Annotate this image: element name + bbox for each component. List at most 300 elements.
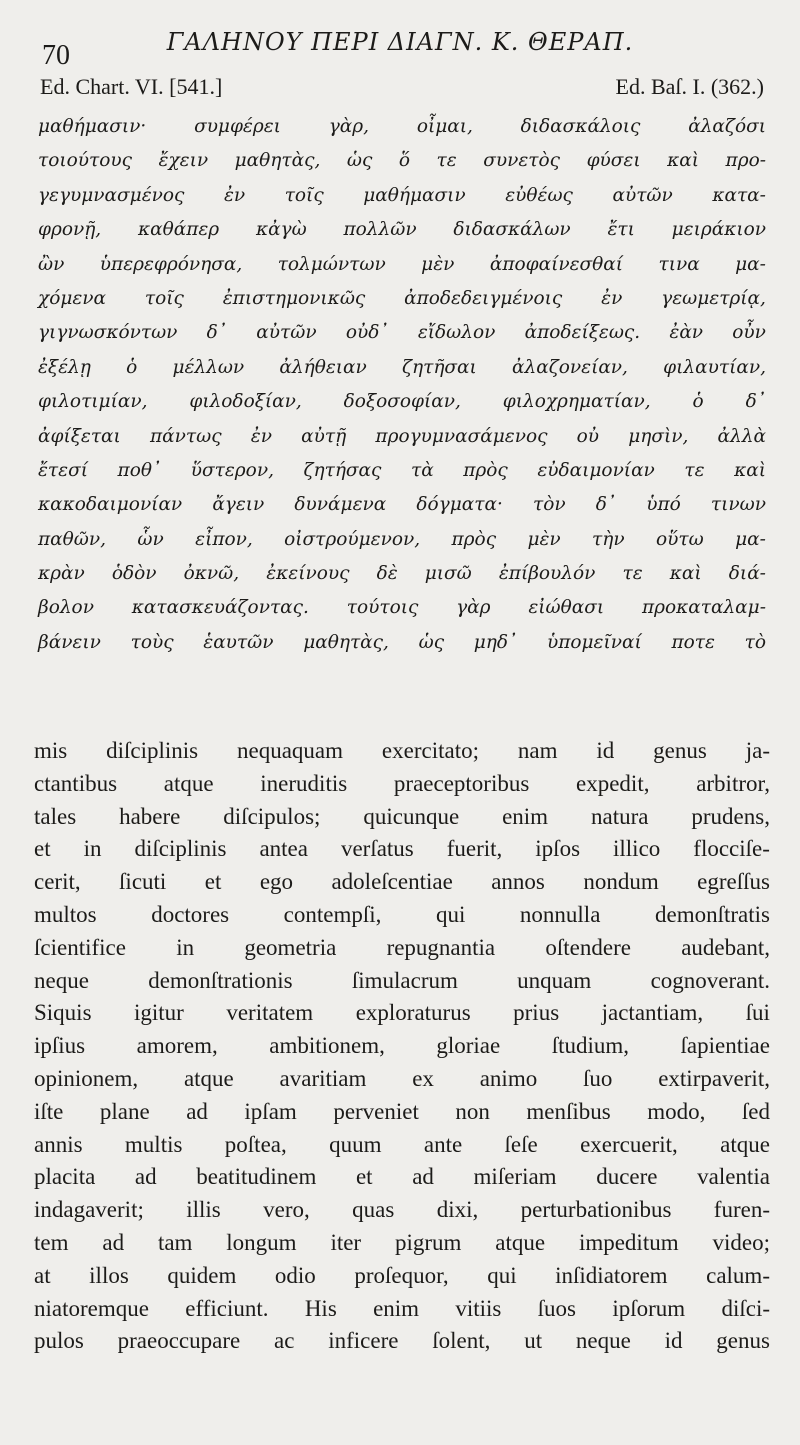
word: extirpaverit, [658,1065,770,1091]
word: μα- [735,253,766,275]
latin-text-line [34,735,770,768]
word: ὧν [137,528,164,550]
greek-text-line [38,488,766,522]
word: atque [495,1229,546,1255]
word: διδασκάλοις [520,116,641,137]
word: ad [186,1098,208,1124]
word: φύσει [586,150,641,172]
word: adoleſcentiae [331,869,453,895]
word: exploraturus [355,1000,471,1026]
word: τε [436,150,457,172]
word: ἀποδείξεως. [524,322,641,344]
word: εὐθέως [505,184,573,206]
word: placita [34,1164,96,1190]
word: εὐδαιμονίαν [537,459,655,481]
word: ipſam [244,1098,297,1124]
word: φιλαυτίαν, [663,356,766,378]
word: vero, [263,1197,310,1223]
word: οὐ [576,425,600,447]
word: diſci- [721,1295,770,1321]
word: ὑπομεῖναί [546,631,642,653]
word: ſui [745,1000,770,1026]
word: natura [591,803,649,829]
word: animo [479,1065,538,1091]
word: furen- [713,1197,770,1223]
word: φιλοδοξίαν, [189,391,302,413]
word: longum [226,1229,297,1255]
word: βάνειν [38,631,101,653]
word: ἔτι [607,219,635,241]
word: αὐτῇ [301,425,347,447]
word: ζητήσας [303,459,382,481]
word: praeoccupare [117,1328,241,1354]
word: δοξοσοφίαν, [343,391,461,413]
word: demonſtratis [654,901,770,927]
word: multos [34,901,97,927]
word: qui [435,901,466,927]
word: enim [373,1295,420,1321]
word: quidem [167,1262,237,1288]
word: ſcientifice [34,934,126,960]
word: ſicuti [119,869,167,895]
word: τοῖς [284,184,324,206]
word: igitur [134,1000,184,1026]
word: genus [653,738,707,763]
word: συμφέρει [194,116,281,137]
word: ſed [741,1098,770,1124]
word: ἐὰν [669,322,704,344]
word: ad [412,1164,434,1190]
word: nequaquam [237,738,344,763]
word: τινων [710,494,766,516]
word: ὅ [398,150,411,172]
word: egreſſus [697,869,770,895]
word: beatitudinem [196,1164,317,1190]
latin-text-line [34,768,770,801]
word: ἀλλὰ [717,425,766,447]
latin-text-line [34,1030,770,1063]
word: ut [524,1328,543,1354]
greek-text-line [38,213,766,247]
word: ipſius [34,1033,86,1059]
word: ἀλαζονείαν, [512,356,628,378]
word: nam [517,738,558,763]
word: ἐπιστημονικῶς [222,287,366,309]
word: δὲ [376,563,398,585]
word: dixi, [436,1197,479,1223]
latin-text-line [34,833,770,866]
word: nondum [583,869,659,895]
word: δ᾿ [745,391,766,413]
greek-text-line [38,179,766,213]
word: habere [119,803,181,829]
word: multis [124,1131,183,1157]
word: pulos [34,1328,84,1354]
word: tales [34,803,77,829]
word: παθῶν, [38,528,107,550]
latin-text-line [34,1293,770,1326]
word: δόγματα· [416,494,503,516]
word: ἐν [250,425,272,447]
word: ἀποδεδειγμένοις [404,287,563,309]
word: iſte [34,1098,64,1124]
word: ja- [745,738,770,763]
word: ἐκείνους [266,563,350,585]
word: in [83,836,102,862]
latin-text-line [34,932,770,965]
word: τοὺς [130,631,174,653]
word: cerit, [34,869,81,895]
word: at [34,1262,51,1288]
word: illis [186,1197,221,1223]
word: et [355,1164,373,1190]
word: tam [157,1229,193,1255]
latin-text-line [34,1096,770,1129]
word: contempſi, [283,901,382,927]
word: quas [352,1197,395,1223]
word: ἔτεσί [38,459,88,481]
word: μηδ᾿ [473,631,518,653]
greek-text-block [38,110,766,660]
word: atque [183,1065,234,1091]
word: καὶ [734,459,766,481]
word: gloriae [436,1033,501,1059]
word: diſcipulos; [223,803,321,829]
word: unquam [517,967,592,993]
word: neque [575,1328,631,1354]
word: calum- [706,1262,770,1288]
word: πρὸς [463,459,508,481]
latin-text-line [34,801,770,834]
word: τὰ [410,459,434,481]
word: ἀλήθειαν [279,356,367,378]
word: id [664,1328,683,1354]
word: μὲν [421,253,455,275]
word: opinionem, [34,1065,139,1091]
word: amorem, [136,1033,218,1059]
greek-text-line [38,420,766,454]
greek-text-line [38,351,766,385]
word: ego [259,869,294,895]
word: ſeſe [504,1131,538,1157]
word: inſidiatorem [555,1262,668,1288]
word: ποτε [671,631,715,653]
word: enim [502,803,549,829]
word: πολλῶν [343,219,417,241]
word: quum [329,1131,382,1157]
word: expedit, [576,770,650,796]
word: demonſtrationis [148,967,293,993]
word: ineruditis [260,770,348,796]
word: διά- [728,563,766,585]
greek-text-line [38,454,766,488]
word: μισῶ [424,563,472,585]
word: valentia [697,1164,770,1190]
word: modo, [647,1098,706,1124]
latin-text-line [34,866,770,899]
word: ὕστερον, [190,459,274,481]
word: pigrum [394,1229,462,1255]
word: ſuo [583,1065,613,1091]
word: oſtendere [545,934,631,960]
word: εἴδωλον [417,322,496,344]
word: μὲν [527,528,561,550]
word: μαθήμασιν· [38,116,147,137]
word: flocciſe- [693,836,770,862]
word: doctores [151,901,230,927]
page-number: 70 [42,40,70,71]
word: ἀποφαίνεσθαί [489,253,624,275]
word: efficiunt. [185,1295,269,1321]
word: audebant, [681,934,770,960]
word: ἔχειν [158,150,209,172]
word: τε [622,563,643,585]
word: prius [513,1000,560,1026]
word: ad [102,1229,125,1255]
word: εἰώθασι [528,597,605,619]
word: προκαταλαμ- [641,597,766,619]
word: φρονῇ, [38,219,102,241]
word: menſibus [526,1098,611,1124]
word: τοῖς [144,287,184,309]
word: diſciplinis [134,836,227,862]
word: geometria [244,934,337,960]
greek-text-line [38,557,766,591]
latin-text-line [34,997,770,1030]
word: ὑπό [646,494,681,516]
greek-text-line [38,282,766,316]
greek-text-line [38,626,766,660]
word: τινα [658,253,700,275]
word: οὐδ᾿ [345,322,389,344]
word: καὶ [669,563,702,585]
word: diſciplinis [106,738,199,763]
word: μέλλων [172,356,245,378]
word: φιλοχρηματίαν, [502,391,651,413]
word: Siquis [34,1000,92,1026]
word: plane [99,1098,150,1124]
word: καὶ [667,150,700,172]
word: μαθητὰς, [303,631,389,653]
word: atque [163,770,214,796]
latin-text-line [34,1063,770,1096]
word: ὀκνῶ, [183,563,240,585]
word: ὁδὸν [111,563,157,585]
word: αὐτῶν [256,322,317,344]
word: τολμώντων [277,253,386,275]
word: ſapientiae [680,1033,770,1059]
word: ſolent, [432,1328,491,1354]
word: ἐν [223,184,246,206]
word: ποθ᾿ [117,459,162,481]
word: οὖν [732,322,766,344]
latin-text-line [34,899,770,932]
word: ante [423,1131,463,1157]
word: illico [613,836,661,862]
latin-text-line [34,1194,770,1227]
word: ſimulacrum [351,967,458,993]
word: ζητῆσαι [401,356,477,378]
word: πρὸς [451,528,497,550]
word: ὡς [346,150,373,172]
latin-text-line [34,1129,770,1162]
word: ὑπερεφρόνησα, [99,253,243,275]
word: ὡς [418,631,445,653]
word: μαθητὰς, [234,150,321,172]
word: perveniet [333,1098,419,1124]
word: προ- [725,150,766,172]
word: inficere [328,1328,399,1354]
word: κακοδαιμονίαν [38,494,183,516]
word: proſequor, [354,1262,449,1288]
word: impeditum [578,1229,679,1255]
greek-text-line [38,110,766,144]
word: illos [89,1262,129,1288]
word: τὸ [744,631,766,653]
word: ſuos [537,1295,577,1321]
word: τοιούτους [38,150,132,172]
word: μησὶν, [628,425,689,447]
greek-text-line [38,316,766,350]
word: poſtea, [224,1131,287,1157]
word: iter [330,1229,362,1255]
word: annos [491,869,545,895]
word: ac [274,1328,295,1354]
word: mis [34,738,68,763]
word: γιγνωσκόντων [38,322,178,344]
word: κρὰν [38,563,85,585]
word: δ᾿ [206,322,228,344]
word: in [176,934,195,960]
word: οἰστρούμενον, [284,528,421,550]
word: avaritiam [279,1065,367,1091]
word: id [596,738,615,763]
word: odio [274,1262,316,1288]
greek-text-line [38,385,766,419]
word: quicunque [363,803,460,829]
word: ipſorum [612,1295,686,1321]
word: προγυμνασάμενος [375,425,548,447]
word: μειράκιον [671,219,766,241]
latin-text-line [34,1227,770,1260]
word: ὁ [692,391,704,413]
word: ctantibus [34,770,118,796]
word: κατασκευάζοντας. [131,597,309,619]
word: ἑαυτῶν [203,631,274,653]
word: ἐν [601,287,623,309]
word: antea [259,836,308,862]
word: et [34,836,51,862]
word: ſtudium, [551,1033,630,1059]
word: διδασκάλων [453,219,571,241]
latin-text-line [34,1325,770,1358]
edition-reference-right: Ed. Baſ. I. (362.) [615,74,764,99]
greek-text-line [38,591,766,625]
latin-text-line [34,1260,770,1293]
greek-text-line [38,248,766,282]
word: ad [134,1164,157,1190]
word: nonnulla [519,901,601,927]
word: συνετὸς [483,150,561,172]
running-title: ΓΑΛΗΝΟΥ ΠΕΡΙ ΔΙΑΓΝ. Κ. ΘΕΡΑΠ. [166,28,634,56]
word: atque [720,1131,770,1157]
latin-text-line [34,1161,770,1194]
word: ἐπίβουλόν [498,563,596,585]
word: τὴν [592,528,625,550]
word: χόμενα [38,287,107,309]
word: εἶπον, [195,528,253,550]
word: miſeriam [473,1164,557,1190]
word: cognoverant. [650,967,770,993]
greek-text-line [38,523,766,557]
word: καθάπερ [137,219,220,241]
word: exercitato; [381,738,479,763]
word: jactantiam, [601,1000,704,1026]
latin-text-block [34,735,770,1358]
word: neque [34,967,89,993]
word: μαθήμασιν [363,184,466,206]
word: τούτοις [346,597,419,619]
word: γὰρ, [328,116,370,137]
latin-text-line [34,965,770,998]
word: γὰρ [456,597,491,619]
word: tem [34,1229,69,1255]
word: qui [487,1262,517,1288]
word: ἀφίξεται [38,425,121,447]
greek-text-line [38,144,766,178]
word: βολον [38,597,94,619]
word: φιλοτιμίαν, [38,391,148,413]
word: ipſos [535,836,581,862]
word: ἐξέλῃ [38,356,91,378]
word: video; [712,1229,770,1255]
word: fuerit, [446,836,503,862]
word: exercuerit, [580,1131,678,1157]
word: κατα- [712,184,766,206]
word: κἀγὼ [255,219,307,241]
word: arbitror, [696,770,770,796]
word: οὕτω [656,528,704,550]
word: δ᾿ [595,494,617,516]
word: γεγυμνασμένος [38,184,185,206]
word: αὐτῶν [612,184,673,206]
word: annis [34,1131,83,1157]
word: ἀλαζόσι [688,116,766,137]
word: ἄγειν [212,494,265,516]
word: τε [684,459,705,481]
word: μα- [735,528,766,550]
word: indagaverit; [34,1197,144,1223]
word: ambitionem, [269,1033,385,1059]
word: τὸν [532,494,566,516]
word: γεωμετρίᾳ, [661,287,766,309]
word: verſatus [340,836,414,862]
word: prudens, [691,803,770,829]
word: genus [716,1328,770,1354]
word: ducere [596,1164,658,1190]
word: repugnantia [386,934,496,960]
word: veritatem [226,1000,314,1026]
word: et [204,869,222,895]
word: niatoremque [34,1295,149,1321]
word: ὢν [38,253,65,275]
word: ὁ [126,356,138,378]
edition-reference-left: Ed. Chart. VI. [541.] [40,74,223,99]
word: praeceptoribus [393,770,530,796]
word: δυνάμενα [294,494,387,516]
word: perturbationibus [520,1197,672,1223]
word: ex [412,1065,434,1091]
